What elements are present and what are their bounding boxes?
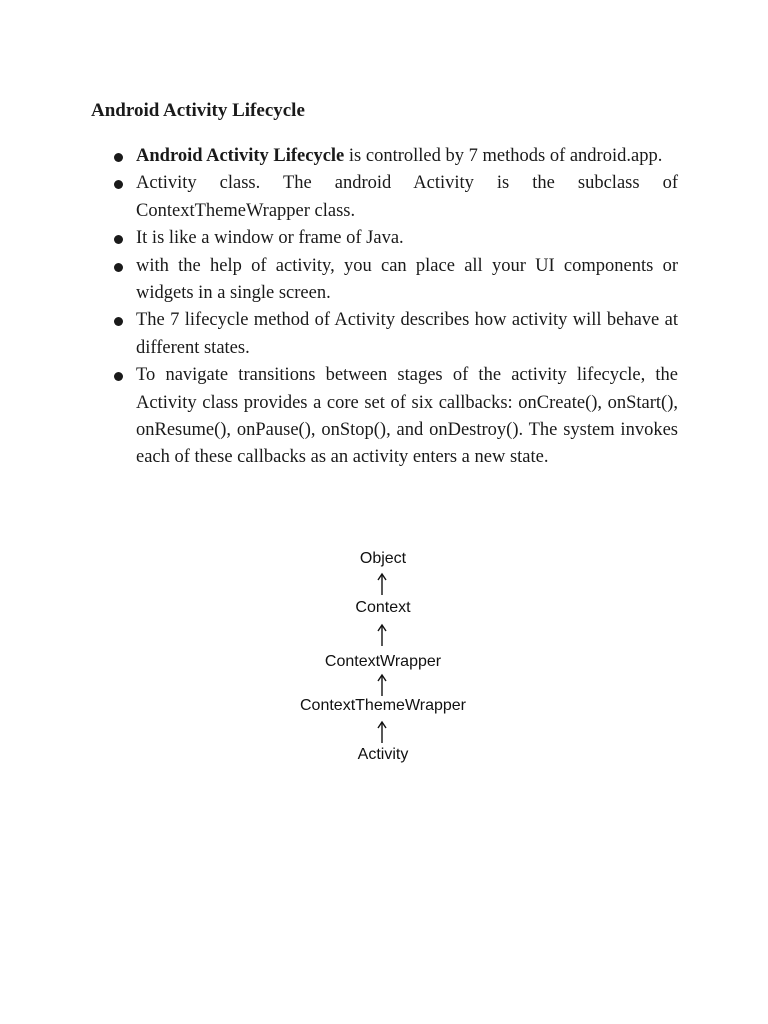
hierarchy-node-contextthemewrapper: ContextThemeWrapper <box>300 697 466 714</box>
bullet-list <box>114 143 678 472</box>
bullet-icon <box>114 372 123 381</box>
up-arrow-icon <box>374 673 390 697</box>
bullet-text <box>136 143 678 170</box>
hierarchy-node-contextwrapper: ContextWrapper <box>324 653 442 670</box>
bullet-body: It is like a window or frame of Java. <box>136 228 404 249</box>
list-item <box>114 225 678 252</box>
up-arrow-icon <box>374 572 390 596</box>
bullet-icon <box>114 317 123 326</box>
bullet-icon <box>114 263 123 272</box>
list-item <box>114 143 678 170</box>
bullet-body: is controlled by 7 methods of android.app. <box>344 146 663 166</box>
bullet-icon <box>114 235 123 244</box>
bullet-body: Activity class. The android Activity is the subclass of ContextThemeWrapper class. <box>136 173 678 221</box>
bullet-icon <box>114 153 123 162</box>
class-hierarchy-diagram <box>0 546 768 776</box>
list-item <box>114 253 678 308</box>
hierarchy-node-object: Object <box>359 550 407 567</box>
up-arrow-icon <box>374 623 390 647</box>
up-arrow-icon <box>374 720 390 744</box>
list-item <box>114 307 678 362</box>
bullet-icon <box>114 180 123 189</box>
bold-term: Android Activity Lifecycle <box>136 146 345 166</box>
list-item <box>114 362 678 472</box>
bullet-body: To navigate transitions between stages of the activity lifecycle, the Activity class provides a core set of six callbacks: onCreate(), onStart(), onResume(), onPause(), onStop(), and onDestroy(). The system invokes each of these callbacks as an activity enters a new state. <box>136 365 678 468</box>
hierarchy-node-activity: Activity <box>357 746 409 763</box>
list-item <box>114 170 678 225</box>
bullet-body: with the help of activity, you can place all your UI components or widgets in a single screen. <box>136 255 678 304</box>
bullet-body: The 7 lifecycle method of Activity describes how activity will behave at different states. <box>136 310 678 358</box>
page-title: Android Activity Lifecycle <box>91 100 305 121</box>
hierarchy-node-context: Context <box>355 599 411 616</box>
